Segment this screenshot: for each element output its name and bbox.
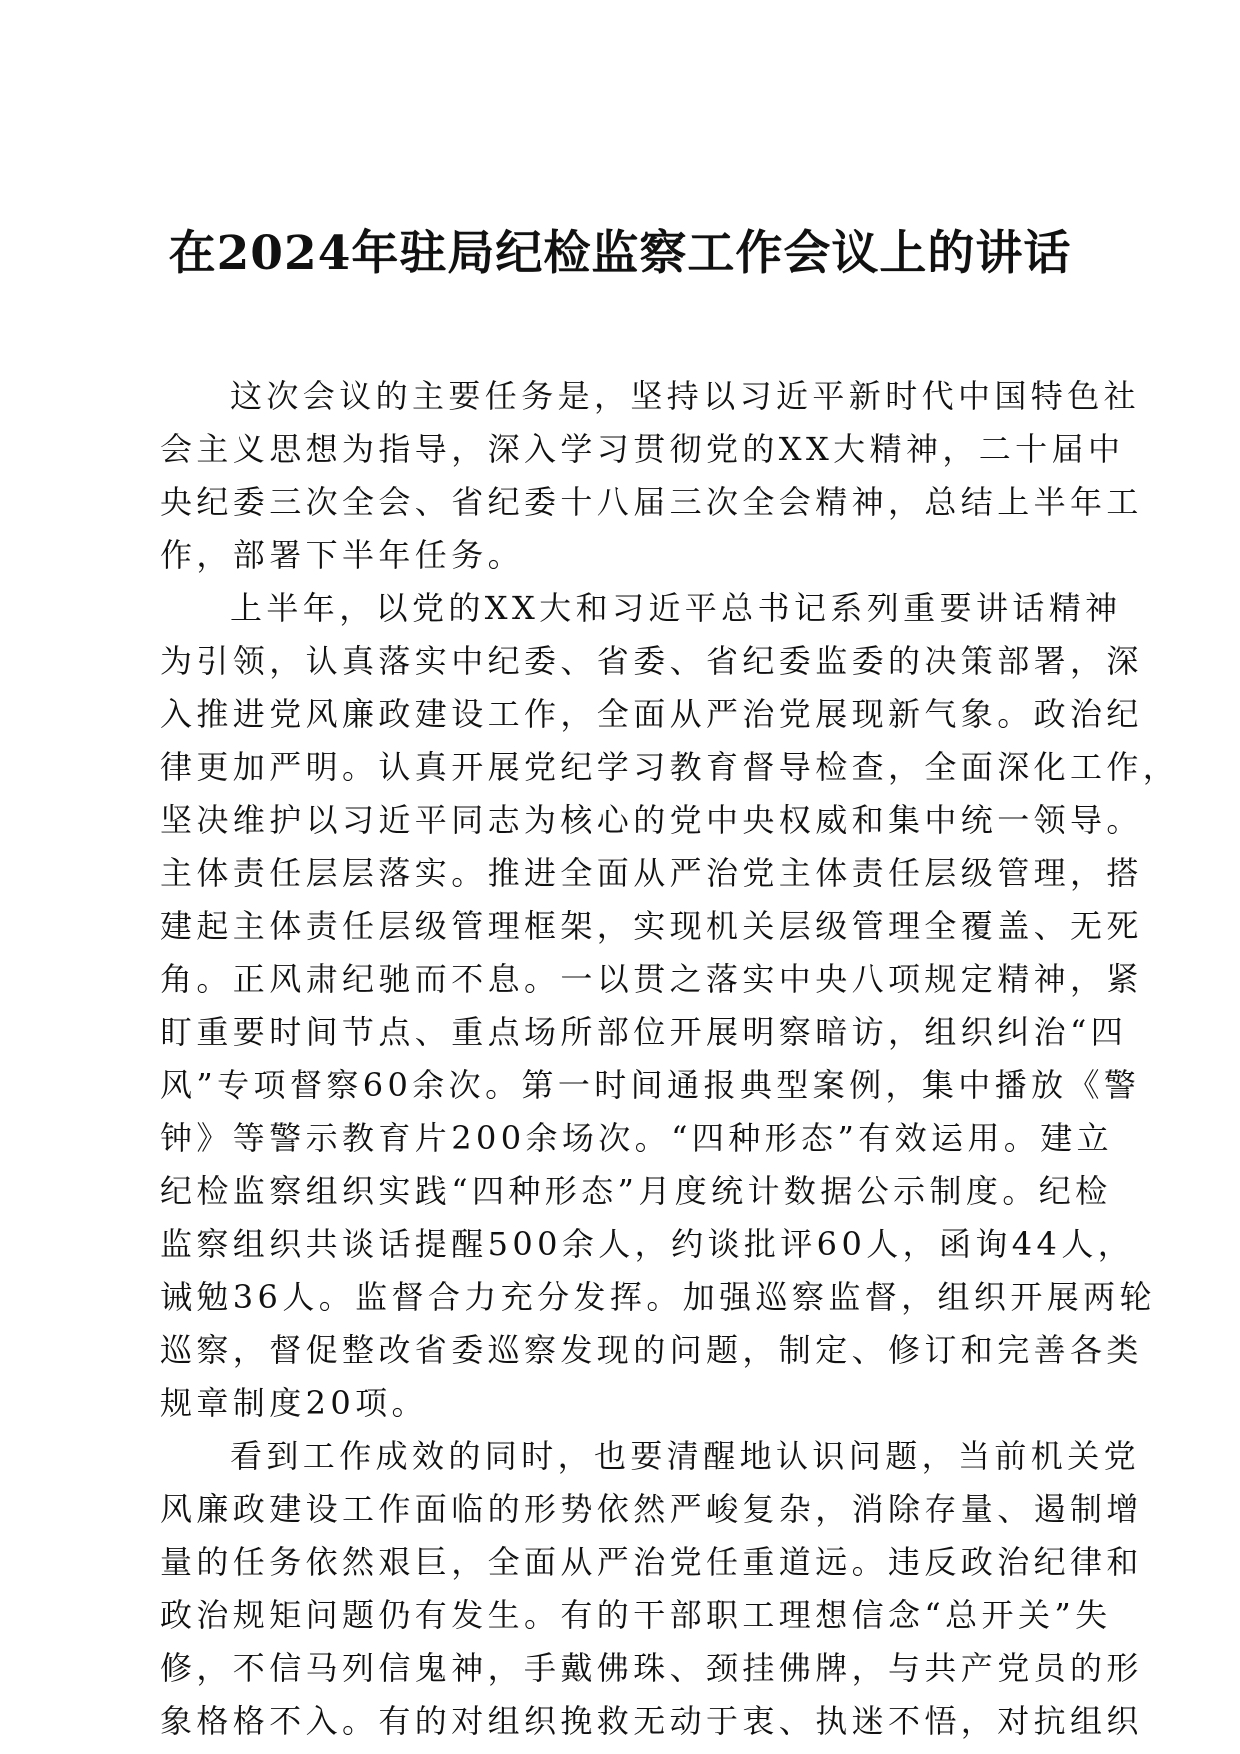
paragraph-line: 央纪委三次全会、省纪委十八届三次全会精神，总结上半年工: [160, 483, 1143, 521]
paragraph-1: [160, 370, 1143, 582]
paragraph-line: 律更加严明。认真开展党纪学习教育督导检查，全面深化工作，: [160, 748, 1180, 786]
paragraph-line: 钟》等警示教育片200余场次。“四种形态”有效运用。建立: [160, 1119, 1113, 1157]
paragraph-line: 坚决维护以习近平同志为核心的党中央权威和集中统一领导。: [160, 801, 1143, 839]
paragraph-line: 量的任务依然艰巨，全面从严治党任重道远。违反政治纪律和: [160, 1543, 1143, 1581]
paragraph-line: 主体责任层层落实。推进全面从严治党主体责任层级管理，搭: [160, 854, 1143, 892]
paragraph-line: 上半年，以党的XX大和习近平总书记系列重要讲话精神: [230, 589, 1122, 627]
document-title: 在2024年驻局纪检监察工作会议上的讲话: [168, 226, 1072, 281]
paragraph-line: 盯重要时间节点、重点场所部位开展明察暗访，组织纠治“四: [160, 1013, 1128, 1051]
paragraph-line: 规章制度20项。: [160, 1384, 428, 1422]
paragraph-line: 政治规矩问题仍有发生。有的干部职工理想信念“总开关”失: [160, 1596, 1112, 1634]
paragraph-line: 这次会议的主要任务是，坚持以习近平新时代中国特色社: [230, 377, 1141, 415]
document-body: [160, 370, 1180, 1748]
paragraph-line: 看到工作成效的同时，也要清醒地认识问题，当前机关党: [230, 1437, 1141, 1475]
paragraph-line: 修，不信马列信鬼神，手戴佛珠、颈挂佛牌，与共产党员的形: [160, 1649, 1143, 1687]
paragraph-2: [160, 582, 1180, 1430]
paragraph-line: 巡察，督促整改省委巡察发现的问题，制定、修订和完善各类: [160, 1331, 1143, 1369]
paragraph-line: 纪检监察组织实践“四种形态”月度统计数据公示制度。纪检: [160, 1172, 1112, 1210]
paragraph-line: 角。正风肃纪驰而不息。一以贯之落实中央八项规定精神，紧: [160, 960, 1143, 998]
paragraph-line: 象格格不入。有的对组织挽救无动于衷、执迷不悟，对抗组织: [160, 1702, 1143, 1740]
paragraph-line: 作，部署下半年任务。: [160, 536, 525, 574]
paragraph-line: 会主义思想为指导，深入学习贯彻党的XX大精神，二十届中: [160, 430, 1125, 468]
paragraph-line: 诫勉36人。监督合力充分发挥。加强巡察监督，组织开展两轮: [160, 1278, 1156, 1316]
paragraph-3: [160, 1430, 1143, 1748]
paragraph-line: 风”专项督察60余次。第一时间通报典型案例，集中播放《警: [160, 1066, 1141, 1104]
paragraph-line: 风廉政建设工作面临的形势依然严峻复杂，消除存量、遏制增: [160, 1490, 1143, 1528]
paragraph-line: 入推进党风廉政建设工作，全面从严治党展现新气象。政治纪: [160, 695, 1143, 733]
paragraph-line: 为引领，认真落实中纪委、省委、省纪委监委的决策部署，深: [160, 642, 1143, 680]
paragraph-line: 建起主体责任层级管理框架，实现机关层级管理全覆盖、无死: [160, 907, 1143, 945]
paragraph-line: 监察组织共谈话提醒500余人，约谈批评60人，函询44人，: [160, 1225, 1135, 1263]
